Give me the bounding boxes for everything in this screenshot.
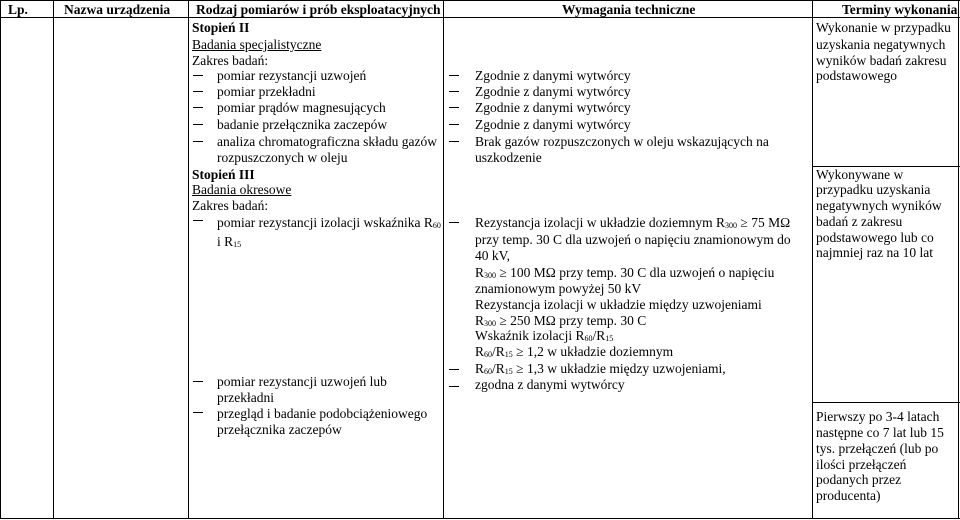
stage3-term-line: Wykonywane w [816, 167, 904, 182]
req-line: zgodna z danymi wytwórcy [475, 377, 625, 392]
header-lp: Lp. [8, 2, 28, 17]
stage3-term2-line: ilości przełączeń [816, 457, 907, 472]
bullet-dash [193, 220, 203, 221]
stage2-term-line: wyników badań zakresu [816, 53, 947, 68]
stage2-requirement: Zgodnie z danymi wytwórcy [475, 117, 631, 132]
stage2-item: pomiar rezystancji uzwojeń [217, 68, 367, 83]
stage3-item-insulation: pomiar rezystancji izolacji wskaźnika $R_{60}$ [217, 215, 441, 230]
stage3-item-insulation-cont: i $R_{15}$ [217, 234, 242, 249]
req-line: Rezystancja izolacji w układzie doziemnym $R_{300} \ge 75$ MΩ [475, 215, 791, 230]
header-requirements: Wymagania techniczne [562, 2, 696, 17]
stage2-title: Stopień II [192, 20, 250, 35]
stage3-term-line: przypadku uzyskania [816, 182, 931, 197]
bullet-dash [449, 124, 459, 125]
bullet-dash [449, 141, 459, 142]
stage3-item-switch: przegląd i badanie podobciążeniowego [217, 406, 428, 421]
stage3-term2-line: następne co 7 lat lub 15 [816, 425, 944, 440]
stage3-title: Stopień III [192, 167, 255, 182]
stage2-subtitle: Badania specjalistyczne [192, 37, 322, 52]
stage3-item-winding-cont: przekładni [217, 390, 274, 405]
col-line-2 [188, 0, 189, 519]
bullet-dash [449, 75, 459, 76]
bullet-dash [193, 75, 203, 76]
req-line: Wskaźnik izolacji $R_{60}/R_{15}$ [475, 328, 614, 343]
terms-divider-2 [812, 402, 960, 403]
header-terms: Terminy wykonania [842, 2, 958, 17]
header-divider [0, 17, 960, 18]
stage3-term2-line: producenta) [816, 488, 881, 503]
stage3-item-switch-cont: przełącznika zaczepów [217, 422, 342, 437]
stage3-term-line: badań z zakresu [816, 214, 903, 229]
req-line: $R_{60}/R_{15} \ge 1,3$ w układzie między uzwojeniami, [475, 361, 726, 376]
stage3-subtitle: Badania okresowe [192, 182, 292, 197]
bullet-dash [193, 91, 203, 92]
bullet-dash [193, 107, 203, 108]
col-line-0 [0, 0, 1, 519]
stage2-item: analiza chromatograficzna składu gazów [217, 134, 438, 149]
table-border-bottom [0, 518, 960, 519]
stage2-term-line: podstawowego [816, 68, 897, 83]
stage2-item: pomiar prądów magnesujących [217, 100, 386, 115]
req-line: Rezystancja izolacji w układzie między uzwojeniami [475, 297, 762, 312]
stage3-term-line: podstawowego lub co [816, 230, 934, 245]
stage3-scope: Zakres badań: [192, 198, 269, 213]
header-measurement: Rodzaj pomiarów i prób eksploatacyjnych [196, 2, 441, 17]
req-line: 40 kV, [475, 248, 511, 263]
bullet-dash [193, 124, 203, 125]
col-line-3 [443, 0, 444, 519]
col-line-5 [958, 0, 959, 519]
stage3-term-line: negatywnych wyników [816, 198, 942, 213]
stage2-term-line: Wykonanie w przypadku [816, 20, 951, 35]
req-line: $R_{60}/R_{15} \ge 1,2$ w układzie doziemnym [475, 344, 674, 359]
stage3-term2-line: tys. przełączeń (lub po [816, 441, 939, 456]
stage2-requirement: Brak gazów rozpuszczonych w oleju wskazujących na [475, 134, 769, 149]
bullet-dash [193, 141, 203, 142]
stage2-requirement: Zgodnie z danymi wytwórcy [475, 84, 631, 99]
bullet-dash [449, 369, 459, 370]
stage2-term-line: uzyskania negatywnych [816, 37, 946, 52]
req-line: $R_{300} \ge 250$ MΩ przy temp. 30 C [475, 313, 647, 328]
stage2-item: pomiar przekładni [217, 84, 316, 99]
stage3-term2-line: podanych przez [816, 472, 902, 487]
table-border-top [0, 0, 960, 1]
stage2-item: badanie przełącznika zaczepów [217, 117, 388, 132]
col-line-1 [53, 0, 54, 519]
bullet-dash [193, 381, 203, 382]
bullet-dash [193, 412, 203, 413]
stage3-term-line: najmniej raz na 10 lat [816, 245, 933, 260]
stage2-requirement: Zgodnie z danymi wytwórcy [475, 68, 631, 83]
stage2-requirement: Zgodnie z danymi wytwórcy [475, 100, 631, 115]
bullet-dash [449, 91, 459, 92]
req-line: $R_{300} \ge 100$ MΩ przy temp. 30 C dla uzwojeń o napięciu [475, 265, 775, 280]
stage2-item: rozpuszczonych w oleju [217, 150, 348, 165]
bullet-dash [449, 107, 459, 108]
bullet-dash [449, 222, 459, 223]
bullet-dash [449, 386, 459, 387]
stage3-item-winding: pomiar rezystancji uzwojeń lub [217, 374, 387, 389]
stage2-requirement: uszkodzenie [475, 150, 542, 165]
req-line: znamionowym powyżej 50 kV [475, 281, 642, 296]
col-line-4 [812, 0, 813, 519]
stage2-scope: Zakres badań: [192, 53, 269, 68]
req-line: przy temp. 30 C dla uzwojeń o napięciu znamionowym do [475, 232, 791, 247]
header-device: Nazwa urządzenia [64, 2, 171, 17]
stage3-term2-line: Pierwszy po 3-4 latach [816, 409, 940, 424]
